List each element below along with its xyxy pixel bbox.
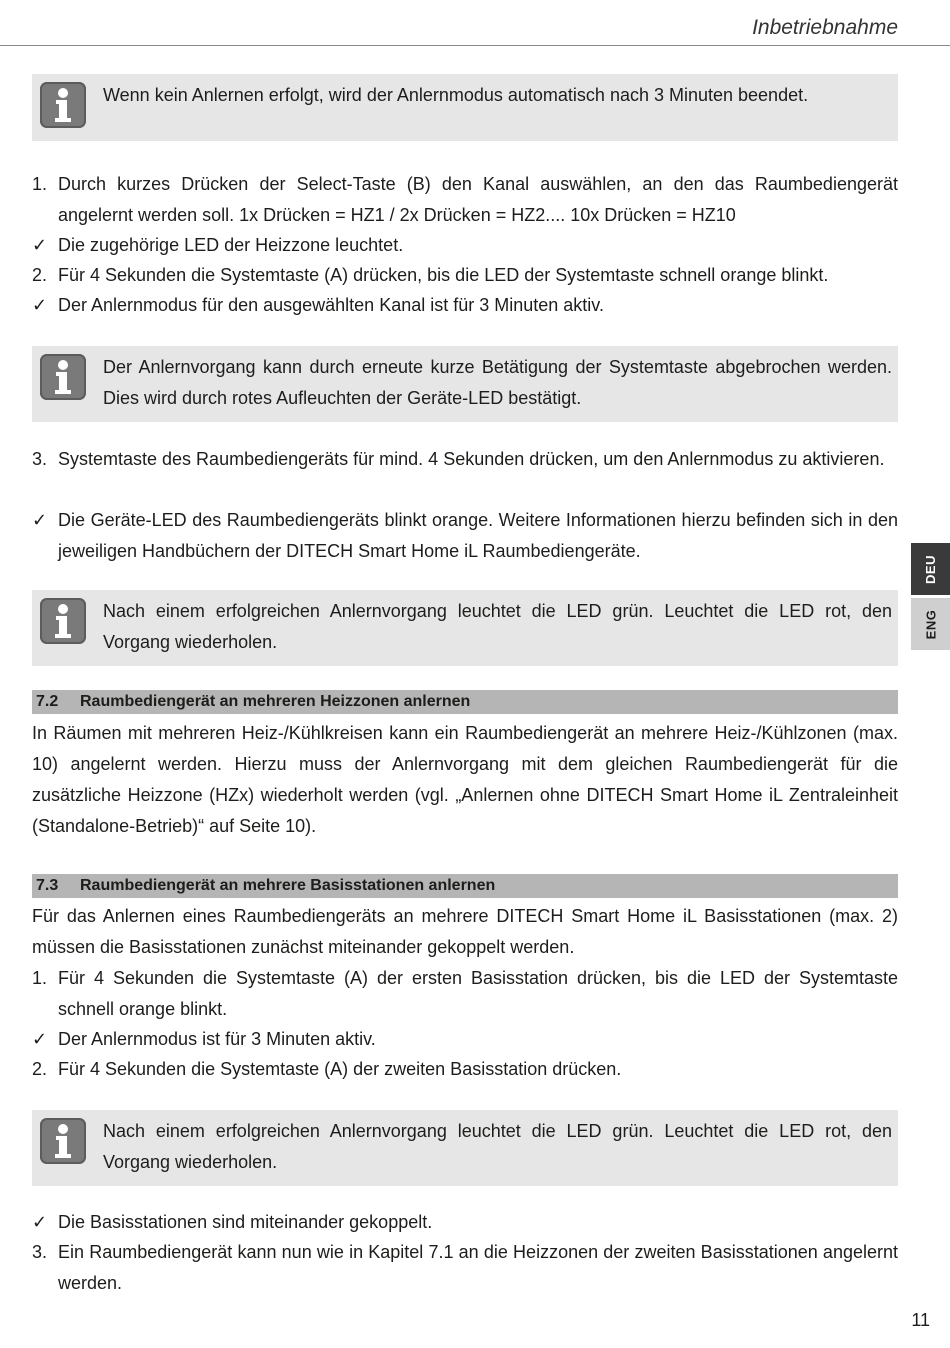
section-paragraph: Für das Anlernen eines Raumbediengeräts an mehrere DITECH Smart Home iL Basisstationen (max. 2) müssen die Basisstationen zunächst miteinander gekoppelt werden.	[32, 906, 898, 957]
info-icon	[40, 82, 86, 128]
step-text: Durch kurzes Drücken der Select-Taste (B) den Kanal auswählen, an den das Raumbediengerät angelernt werden soll. 1x Drücken = HZ1 / 2x Drücken = HZ2.... 10x Drücken = HZ10	[58, 174, 898, 225]
step-text: Die Basisstationen sind miteinander gekoppelt.	[58, 1212, 433, 1232]
info-note	[32, 346, 898, 422]
info-icon	[40, 354, 86, 400]
page-header-title: Inbetriebnahme	[752, 16, 898, 39]
list-item	[32, 963, 898, 1025]
step-text: Für 4 Sekunden die Systemtaste (A) drücken, bis die LED der Systemtaste schnell orange blinkt.	[58, 265, 829, 285]
section-paragraph: In Räumen mit mehreren Heiz-/Kühlkreisen kann ein Raumbediengerät an mehrere Heiz-/Kühlzonen (max. 10) angelernt werden. Hierzu muss der Anlernvorgang mit dem gleichen Raumbediengerät für die zusätzliche Heizzone (HZx) wiederholt werden (vgl. „Anlernen ohne DITECH Smart Home iL Zentraleinheit (Standalone-Betrieb)“ auf Seite 10).	[32, 723, 898, 836]
info-icon	[40, 598, 86, 644]
language-tab-label: DEU	[922, 554, 938, 584]
list-item	[32, 260, 898, 291]
list-item	[32, 444, 898, 475]
list-item	[32, 290, 898, 321]
language-tab-label: ENG	[922, 609, 938, 639]
section-number: 7.3	[36, 877, 59, 894]
section-title: Raumbediengerät an mehrere Basisstationen anlernen	[80, 877, 496, 894]
list-item	[32, 230, 898, 261]
info-note	[32, 74, 898, 141]
step-text: Systemtaste des Raumbediengeräts für mind. 4 Sekunden drücken, um den Anlernmodus zu aktivieren.	[58, 449, 885, 469]
step-marker: 3.	[32, 449, 48, 469]
info-note	[32, 1110, 898, 1186]
check-icon: ✓	[32, 1029, 48, 1049]
check-icon: ✓	[32, 235, 48, 255]
language-tab-deu[interactable]	[911, 543, 950, 595]
section-number: 7.2	[36, 693, 59, 710]
list-item	[32, 1054, 898, 1085]
step-marker: 3.	[32, 1242, 48, 1262]
info-note	[32, 590, 898, 666]
step-text: Der Anlernmodus ist für 3 Minuten aktiv.	[58, 1029, 376, 1049]
step-marker: 1.	[32, 174, 48, 194]
section-title: Raumbediengerät an mehreren Heizzonen anlernen	[80, 693, 471, 710]
step-marker: 1.	[32, 968, 48, 988]
language-tab-eng[interactable]	[911, 598, 950, 650]
page-number: 11	[911, 1310, 930, 1330]
step-marker: 2.	[32, 1059, 48, 1079]
check-icon: ✓	[32, 1212, 48, 1232]
list-item	[32, 169, 898, 231]
note-text: Nach einem erfolgreichen Anlernvorgang leuchtet die LED grün. Leuchtet die LED rot, den Vorgang wiederholen.	[103, 601, 892, 652]
step-text: Für 4 Sekunden die Systemtaste (A) der ersten Basisstation drücken, bis die LED der Systemtaste schnell orange blinkt.	[58, 968, 898, 1019]
header-rule	[0, 45, 950, 46]
list-item	[32, 1207, 898, 1238]
step-text: Die Geräte-LED des Raumbediengeräts blinkt orange. Weitere Informationen hierzu befinden sich in den jeweiligen Handbüchern der DITECH Smart Home iL Raumbediengeräte.	[58, 510, 898, 561]
list-item	[32, 1237, 898, 1299]
step-text: Der Anlernmodus für den ausgewählten Kanal ist für 3 Minuten aktiv.	[58, 295, 604, 315]
step-text: Die zugehörige LED der Heizzone leuchtet.	[58, 235, 404, 255]
step-text: Für 4 Sekunden die Systemtaste (A) der zweiten Basisstation drücken.	[58, 1059, 622, 1079]
step-text: Ein Raumbediengerät kann nun wie in Kapitel 7.1 an die Heizzonen der zweiten Basisstationen angelernt werden.	[58, 1242, 898, 1293]
note-text: Nach einem erfolgreichen Anlernvorgang leuchtet die LED grün. Leuchtet die LED rot, den Vorgang wiederholen.	[103, 1121, 892, 1172]
check-icon: ✓	[32, 295, 48, 315]
info-icon	[40, 1118, 86, 1164]
list-item	[32, 505, 898, 567]
note-text: Der Anlernvorgang kann durch erneute kurze Betätigung der Systemtaste abgebrochen werden. Dies wird durch rotes Aufleuchten der Geräte-LED bestätigt.	[103, 357, 892, 408]
section-heading	[32, 874, 898, 898]
check-icon: ✓	[32, 510, 48, 530]
section-heading	[32, 690, 898, 714]
step-marker: 2.	[32, 265, 48, 285]
list-item	[32, 1024, 898, 1055]
note-text: Wenn kein Anlernen erfolgt, wird der Anlernmodus automatisch nach 3 Minuten beendet.	[103, 85, 809, 105]
